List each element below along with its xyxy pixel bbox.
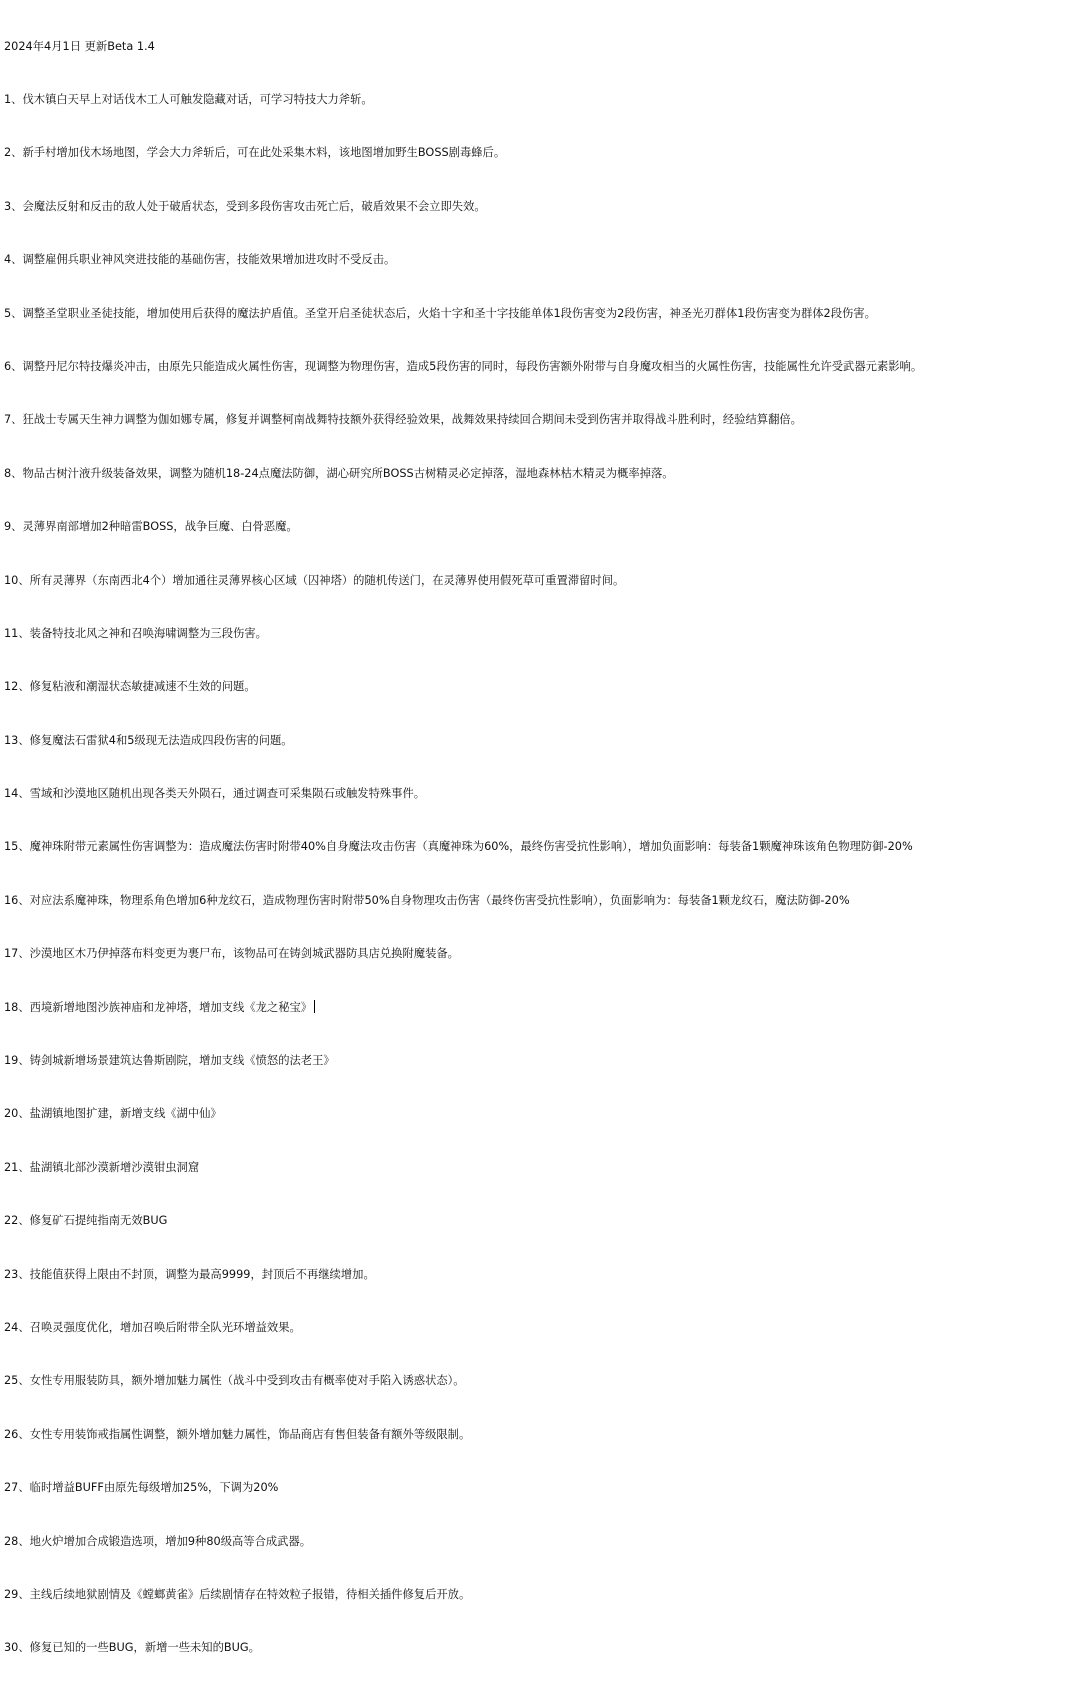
changelog-line-22: 22、修复矿石提纯指南无效BUG	[4, 1214, 168, 1228]
changelog-line-14: 14、雪域和沙漠地区随机出现各类天外陨石，通过调查可采集陨石或触发特殊事件。	[4, 787, 426, 801]
text-caret	[314, 1000, 315, 1013]
changelog-line-19: 19、铸剑城新增场景建筑达鲁斯剧院，增加支线《愤怒的法老王》	[4, 1054, 335, 1068]
changelog-line-4: 4、调整雇佣兵职业神风突进技能的基础伤害，技能效果增加进攻时不受反击。	[4, 253, 396, 267]
changelog-line-28: 28、地火炉增加合成锻造选项，增加9种80级高等合成武器。	[4, 1534, 312, 1548]
changelog-line-8: 8、物品古树汁液升级装备效果，调整为随机18-24点魔法防御，湖心研究所BOSS古树精灵必定掉落，湿地森林枯木精灵为概率掉落。	[4, 466, 674, 480]
changelog-line-21: 21、盐湖镇北部沙漠新增沙漠钳虫洞窟	[4, 1160, 200, 1174]
changelog-line-20: 20、盐湖镇地图扩建，新增支线《湖中仙》	[4, 1107, 222, 1121]
changelog-line-15: 15、魔神珠附带元素属性伤害调整为：造成魔法伤害时附带40%自身魔法攻击伤害（真魔神珠为60%，最终伤害受抗性影响），增加负面影响：每装备1颗魔神珠该角色物理防御-20%	[4, 840, 913, 854]
changelog-line-18-with-caret	[4, 999, 1080, 1017]
changelog-line-17: 17、沙漠地区木乃伊掉落布料变更为裹尸布，该物品可在铸剑城武器防具店兑换附魔装备。	[4, 947, 459, 961]
changelog-line-23: 23、技能值获得上限由不封顶，调整为最高9999，封顶后不再继续增加。	[4, 1267, 375, 1281]
changelog-line-9: 9、灵薄界南部增加2种暗雷BOSS，战争巨魔、白骨恶魔。	[4, 520, 298, 534]
changelog-line-16: 16、对应法系魔神珠，物理系角色增加6种龙纹石，造成物理伤害时附带50%自身物理攻击伤害（最终伤害受抗性影响），负面影响为：每装备1颗龙纹石，魔法防御-20%	[4, 893, 850, 907]
changelog-line-26: 26、女性专用装饰戒指属性调整，额外增加魅力属性，饰品商店有售但装备有额外等级限制。	[4, 1427, 471, 1441]
changelog-line-10: 10、所有灵薄界（东南西北4个）增加通往灵薄界核心区域（囚神塔）的随机传送门，在灵薄界使用假死草可重置滞留时间。	[4, 573, 625, 587]
changelog-line-25: 25、女性专用服装防具，额外增加魅力属性（战斗中受到攻击有概率使对手陷入诱惑状态）。	[4, 1374, 465, 1388]
changelog-line-3: 3、会魔法反射和反击的敌人处于破盾状态，受到多段伤害攻击死亡后，破盾效果不会立即失效。	[4, 199, 486, 213]
changelog-line-2: 2、新手村增加伐木场地图，学会大力斧斩后，可在此处采集木料，该地图增加野生BOSS剧毒蜂后。	[4, 146, 506, 160]
changelog-line-18: 18、西境新增地图沙族神庙和龙神塔，增加支线《龙之秘宝》	[4, 1000, 313, 1014]
changelog-line-1: 1、伐木镇白天早上对话伐木工人可触发隐藏对话，可学习特技大力斧斩。	[4, 92, 373, 106]
changelog-line-6: 6、调整丹尼尔特技爆炎冲击，由原先只能造成火属性伤害，现调整为物理伤害，造成5段伤害的同时，每段伤害额外附带与自身魔攻相当的火属性伤害，技能属性允许受武器元素影响。	[4, 359, 923, 373]
document-header: 2024年4月1日 更新Beta 1.4	[4, 39, 155, 53]
changelog-line-12: 12、修复粘液和潮湿状态敏捷减速不生效的问题。	[4, 680, 256, 694]
document-text[interactable]	[4, 2, 1080, 1693]
changelog-line-29: 29、主线后续地狱剧情及《螳螂黄雀》后续剧情存在特效粒子报错，待相关插件修复后开放。	[4, 1587, 471, 1601]
changelog-line-24: 24、召唤灵强度优化，增加召唤后附带全队光环增益效果。	[4, 1320, 301, 1334]
changelog-line-30: 30、修复已知的一些BUG，新增一些未知的BUG。	[4, 1641, 260, 1655]
changelog-line-13: 13、修复魔法石雷狱4和5级现无法造成四段伤害的问题。	[4, 733, 293, 747]
changelog-line-7: 7、狂战士专属天生神力调整为伽如娜专属，修复并调整柯南战舞特技额外获得经验效果，战舞效果持续回合期间未受到伤害并取得战斗胜利时，经验结算翻倍。	[4, 413, 802, 427]
changelog-line-11: 11、装备特技北风之神和召唤海啸调整为三段伤害。	[4, 626, 267, 640]
changelog-line-5: 5、调整圣堂职业圣徒技能，增加使用后获得的魔法护盾值。圣堂开启圣徒状态后，火焰十字和圣十字技能单体1段伤害变为2段伤害，神圣光刃群体1段伤害变为群体2段伤害。	[4, 306, 876, 320]
changelog-line-27: 27、临时增益BUFF由原先每级增加25%，下调为20%	[4, 1481, 279, 1495]
